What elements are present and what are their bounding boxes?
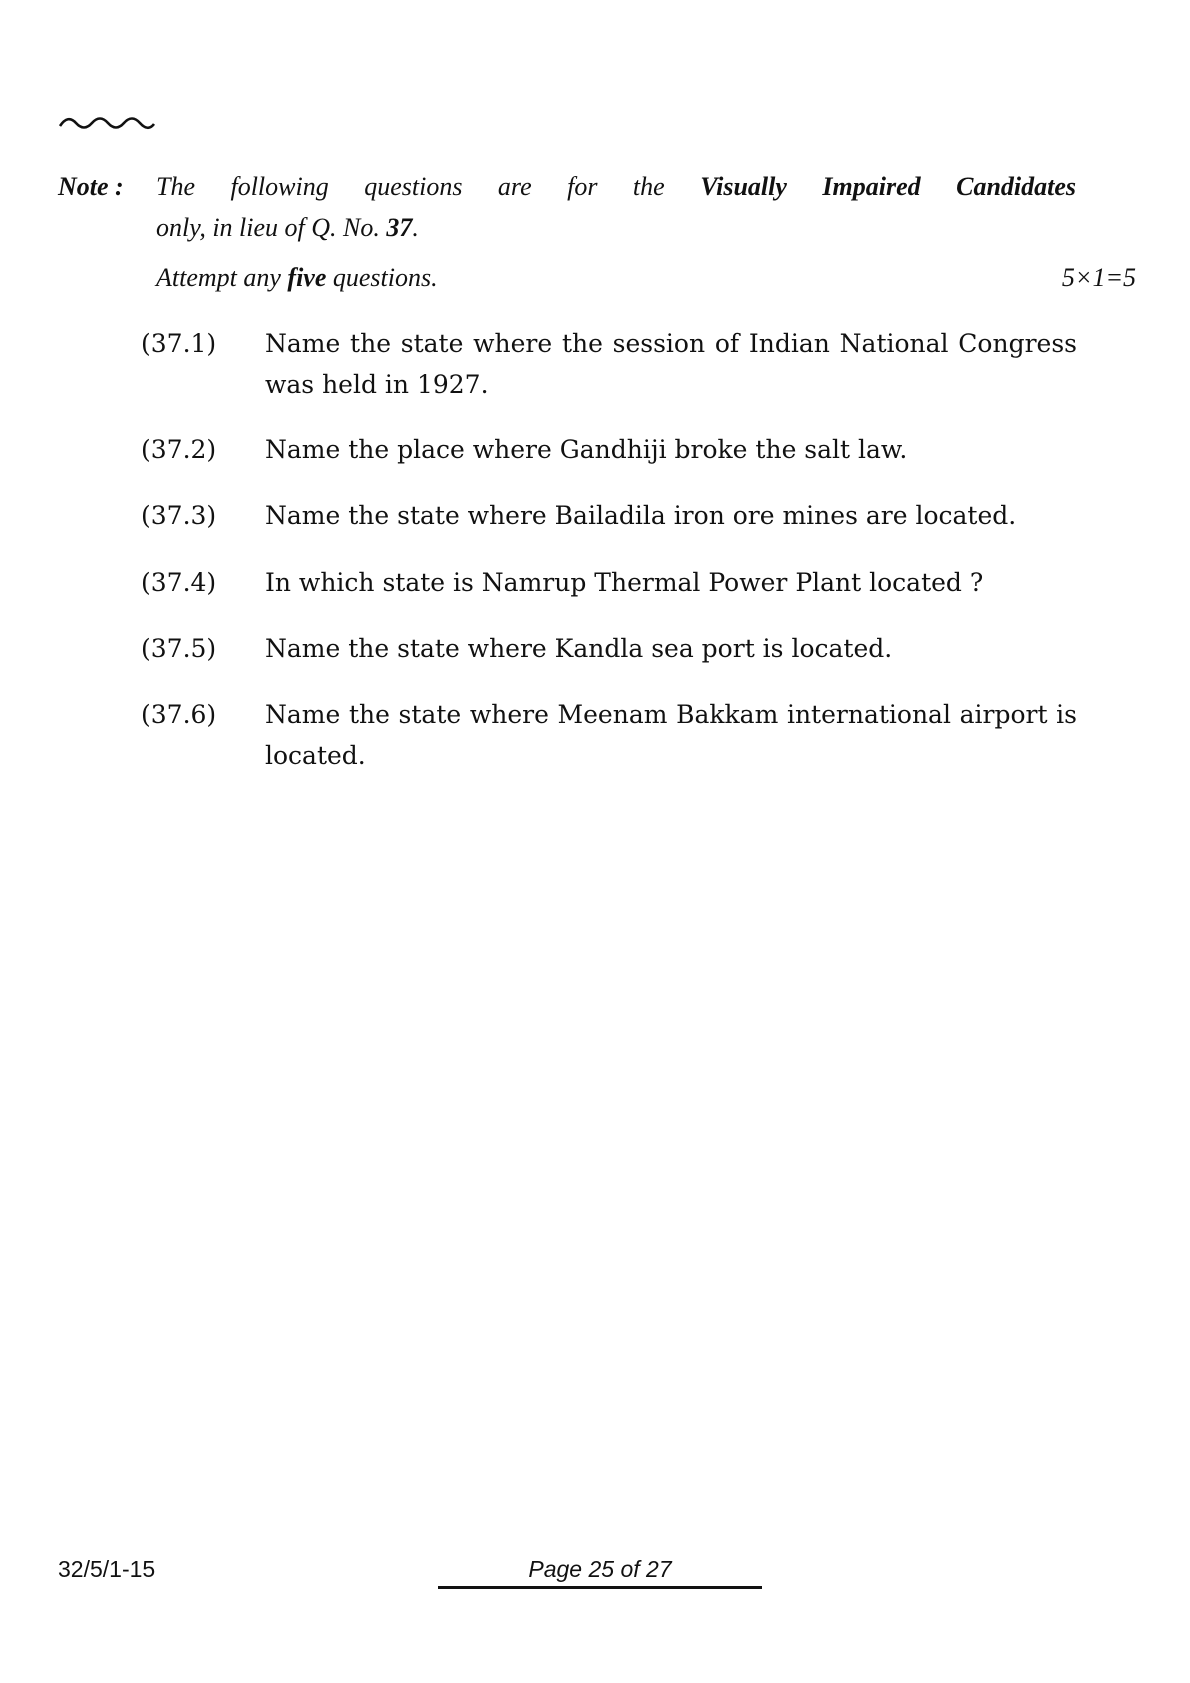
attempt-text: Attempt any [156,263,281,292]
question-number: (37.2) [141,435,217,464]
question-number: (37.6) [141,700,217,729]
question-text: Name the place where Gandhiji broke the salt law. [265,435,908,464]
question-text: Name the state where Bailadila iron ore mines are located. [265,501,1017,530]
question-text: In which state is Namrup Thermal Power Plant located ? [265,568,984,597]
page-number: Page 25 of 27 [528,1556,672,1582]
note-line-1 [156,166,1076,207]
marks-allocation: 5×1=5 [1061,263,1136,292]
question-text: Name the state where Meenam Bakkam international airport is located. [265,700,1077,770]
note-line-1-text: The following questions are for the [156,172,665,201]
question-number: (37.3) [141,501,217,530]
note-line-1-bold: Visually Impaired Candidates [700,172,1077,201]
note-line-2-text: only, in lieu of Q. No. [156,213,380,242]
attempt-count: five [287,263,327,292]
paper-code: 32/5/1-15 [58,1556,156,1582]
note-line-2-end: . [412,213,419,242]
note-line-2 [156,207,419,248]
note-question-number: 37 [386,213,413,242]
attempt-instruction [156,257,438,298]
question-number: (37.1) [141,329,217,358]
question-text: Name the state where Kandla sea port is located. [265,634,893,663]
question-number: (37.4) [141,568,217,597]
question-text: Name the state where the session of Indian National Congress was held in 1927. [265,329,1077,399]
attempt-text-end: questions. [332,263,438,292]
note-label: Note : [58,172,124,201]
question-number: (37.5) [141,634,217,663]
footer-rule [438,1586,762,1589]
wave-divider-icon [58,112,156,134]
